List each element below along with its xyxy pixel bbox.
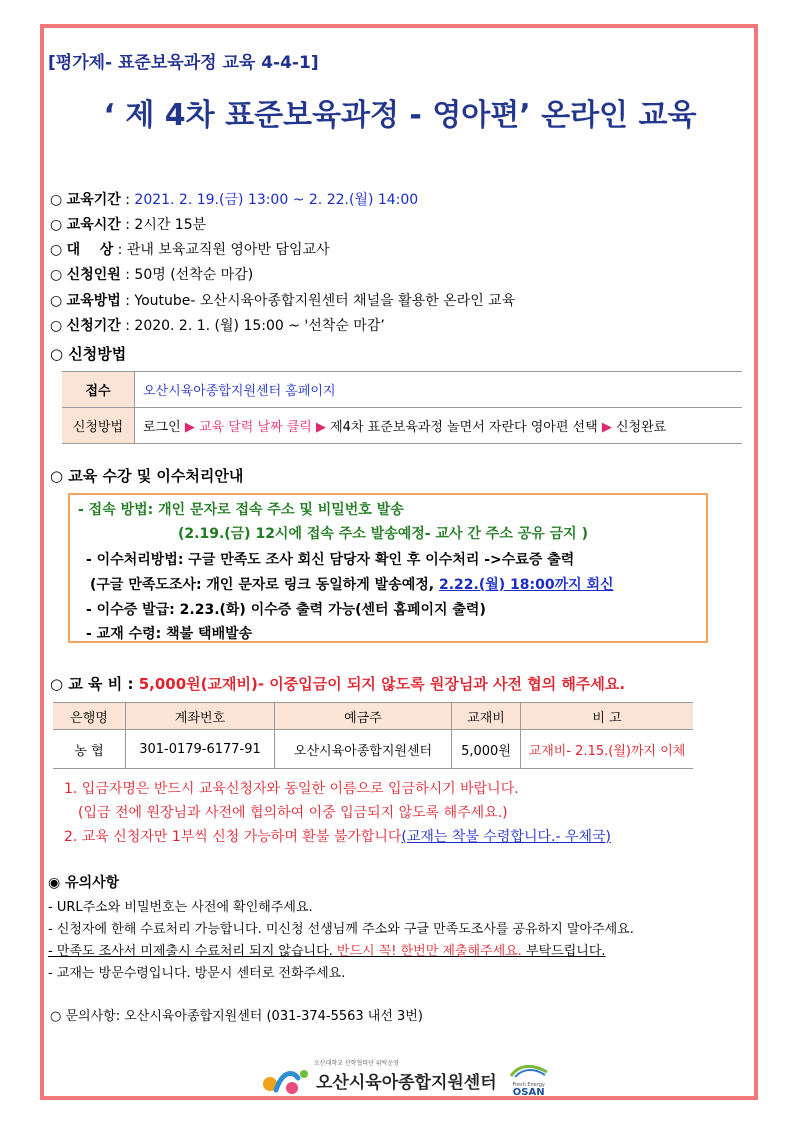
apply-receipt-value: 오산시육아종합지원센터 홈페이지 [135, 372, 743, 408]
apply-steps: 로그인 ▶ 교육 달력 날짜 클릭 ▶ 제4차 표준보육과정 놀면서 자란다 영아편 선택 ▶ 신청완료 [135, 408, 743, 444]
info-target: ○ 대 상 : 관내 보육교직원 영아반 담임교사 [50, 242, 330, 258]
bank-head: 비 고 [521, 703, 694, 730]
table-row [62, 408, 742, 444]
notice-line: (구글 만족도조사: 개인 문자로 링크 동일하게 발송예정, 2.22.(월) 18:00까지 회신 [90, 577, 614, 593]
info-capacity: ○ 신청인원 : 50명 (선착순 마감) [50, 267, 254, 283]
caution-title: ◉ 유의사항 [48, 875, 120, 891]
caution-line: - URL주소와 비밀번호는 사전에 확인해주세요. [48, 900, 313, 915]
caution-line: - 신청자에 한해 수료처리 가능합니다. 미신청 선생님께 주소와 구글 만족도조사를 공유하지 말아주세요. [48, 922, 634, 937]
apply-method-head: 신청방법 [62, 408, 135, 444]
arrow-icon: ▶ [184, 420, 195, 435]
payment-note: 2. 교육 신청자만 1부씩 신청 가능하며 환불 불가합니다(교재는 착불 수령합니다.- 우체국) [64, 829, 612, 845]
info-period: ○ 교육기간 : 2021. 2. 19.(금) 13:00 ~ 2. 22.(월) 14:00 [50, 192, 419, 208]
bank-cell: 오산시육아종합지원센터 [275, 730, 452, 769]
center-logo [262, 1062, 549, 1098]
osan-text: OSAN [512, 1087, 545, 1098]
bank-table [53, 702, 693, 769]
caution-line: - 교재는 방문수령입니다. 방문시 센터로 전화주세요. [48, 966, 346, 981]
notice-line: - 접속 방법: 개인 문자로 접속 주소 및 비밀번호 발송 [78, 502, 404, 518]
course-notice-box [68, 493, 708, 643]
notice-line: - 교재 수령: 책불 택배발송 [86, 626, 253, 642]
apply-table [62, 371, 742, 444]
payment-note: 1. 입금자명은 반드시 교육신청자와 동일한 이름으로 입금하시기 바랍니다. [64, 781, 519, 797]
osan-logo [509, 1062, 549, 1098]
caution-line: - 만족도 조사서 미제출시 수료처리 되지 않습니다. 반드시 꼭! 한번만 제출해주세요. 부탁드립니다. [48, 944, 606, 959]
osan-logo-icon [509, 1062, 549, 1078]
contact-line: ○ 문의사항: 오산시육아종합지원센터 (031-374-5563 내선 3번) [50, 1009, 423, 1024]
bank-head: 은행명 [53, 703, 126, 730]
arrow-icon: ▶ [601, 420, 612, 435]
info-method: ○ 교육방법 : Youtube- 오산시육아종합지원센터 채널을 활용한 온라인 교육 [50, 293, 516, 309]
fee-line: ○ 교 육 비 : 5,000원(교재비)- 이중입금이 되지 않도록 원장님과 사전 협의 해주세요. [50, 675, 626, 693]
logo-subtitle: 오산대학교 산학협력단 위탁운영 [314, 1060, 399, 1067]
bank-cell: 5,000원 [452, 730, 521, 769]
bank-cell: 301-0179-6177-91 [126, 730, 275, 769]
table-row [53, 730, 693, 769]
bank-head: 계좌번호 [126, 703, 275, 730]
bank-cell: 농 협 [53, 730, 126, 769]
document-tag: [평가제- 표준보육과정 교육 4-4-1] [48, 53, 319, 73]
notice-line: - 이수증 발급: 2.23.(화) 이수증 출력 가능(센터 홈페이지 출력) [86, 602, 486, 618]
osan-slogan: Fresh Energy [512, 1082, 545, 1088]
notice-line: - 이수처리방법: 구글 만족도 조사 회신 담당자 확인 후 이수처리 ->수료증 출력 [86, 552, 575, 568]
section-course-guide: ○ 교육 수강 및 이수처리안내 [50, 467, 244, 485]
table-row [62, 372, 742, 408]
logo-name: 오산시육아종합지원센터 [316, 1072, 497, 1093]
arrow-icon: ▶ [315, 420, 326, 435]
notice-line: (2.19.(금) 12시에 접속 주소 발송예정- 교사 간 주소 공유 금지 ) [178, 526, 588, 542]
info-duration: ○ 교육시간 : 2시간 15분 [50, 217, 207, 233]
info-application-period: ○ 신청기간 : 2020. 2. 1. (월) 15:00 ~ '선착순 마감’ [50, 318, 385, 334]
page-title: ‘ 제 4차 표준보육과정 - 영아편’ 온라인 교육 [103, 98, 697, 133]
bank-head: 교재비 [452, 703, 521, 730]
bank-head: 예금주 [275, 703, 452, 730]
section-apply-method: ○ 신청방법 [50, 345, 127, 363]
bank-cell: 교재비- 2.15.(월)까지 이체 [521, 730, 694, 769]
apply-receipt-head: 접수 [62, 372, 135, 408]
payment-note: (입금 전에 원장님과 사전에 협의하여 이중 입금되지 않도록 해주세요.) [78, 805, 508, 821]
table-header-row [53, 703, 693, 730]
center-logo-icon [262, 1064, 310, 1096]
